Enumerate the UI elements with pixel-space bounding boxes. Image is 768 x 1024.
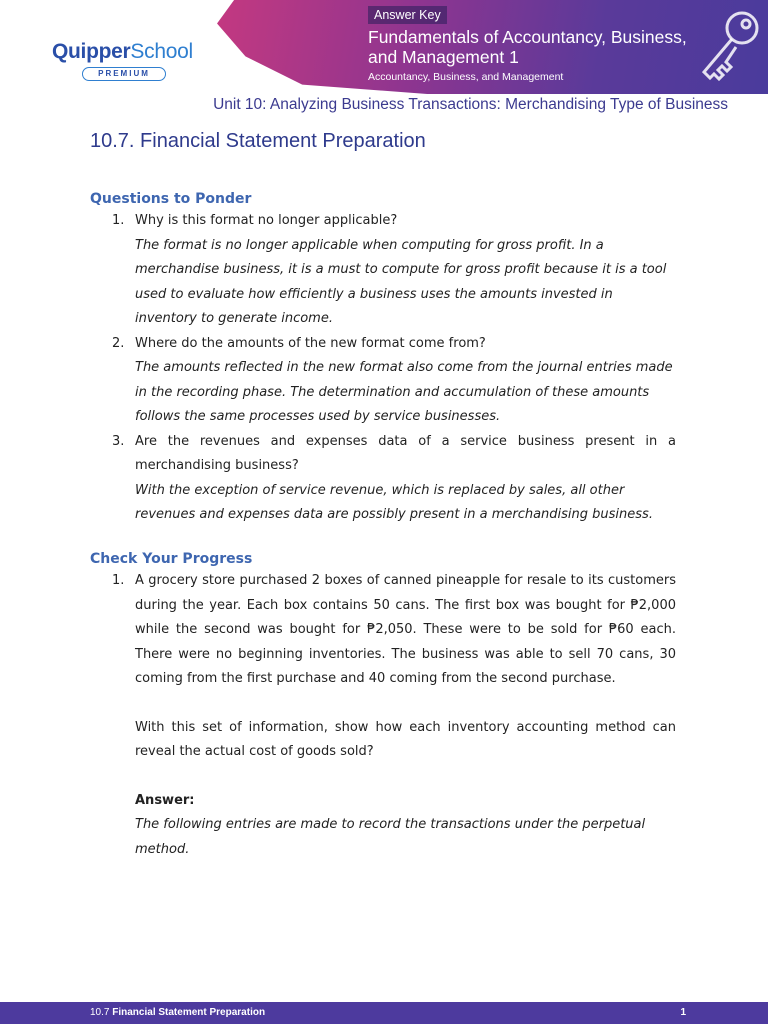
footer-lesson-title: Financial Statement Preparation — [112, 1007, 266, 1018]
lesson-title: 10.7. Financial Statement Preparation — [90, 130, 426, 152]
unit-title: Unit 10: Analyzing Business Transactions: Merchandising Type of Business — [213, 96, 728, 113]
logo-quipper: Quipper — [52, 40, 131, 63]
item-number: 1. — [112, 213, 125, 228]
questions-to-ponder-heading: Questions to Ponder — [90, 191, 252, 207]
answer-text: The amounts reflected in the new format also come from the journal entries made in the recording phase. The determination and accumulation of these amounts follows the same processes used by service businesses. — [135, 360, 673, 424]
item-number: 3. — [112, 433, 125, 449]
logo-wordmark — [52, 40, 193, 64]
answer-key-tag: Answer Key — [368, 6, 447, 24]
ponder-item — [108, 209, 676, 332]
quipper-school-logo — [52, 40, 193, 81]
spacer — [135, 765, 676, 789]
footer-lesson-number: 10.7 — [90, 1007, 110, 1018]
question-text: Are the revenues and expenses data of a service business present in a merchandising business? — [135, 433, 676, 473]
answer-text: The format is no longer applicable when computing for gross profit. In a merchandise business, it is a must to compute for gross profit because it is a tool used to evaluate how efficiently a business uses the amounts invested in inventory to generate income. — [135, 237, 667, 326]
page-number: 1 — [680, 1007, 686, 1018]
progress-list — [108, 569, 676, 862]
answer-text: The following entries are made to record the transactions under the perpetual method. — [135, 817, 646, 857]
question-text: Why is this format no longer applicable? — [135, 213, 398, 228]
problem-instruction: With this set of information, show how each inventory accounting method can reveal the actual cost of goods sold? — [135, 719, 676, 759]
progress-item — [108, 569, 676, 862]
logo-premium-badge: PREMIUM — [82, 67, 166, 81]
ponder-list — [108, 209, 676, 528]
course-title-line2: and Management 1 — [368, 47, 519, 67]
course-subtitle: Accountancy, Business, and Management — [368, 71, 564, 83]
key-icon — [690, 6, 766, 88]
problem-paragraph: A grocery store purchased 2 boxes of canned pineapple for resale to its customers during the year. Each box contains 50 cans. The first box was bought for ₱2,000 while the second was bought for ₱2,050. These were to be sold for ₱60 each. There were no beginning inventories. The business was able to sell 70 cans, 30 coming from the first purchase and 40 coming from the second purchase. — [135, 573, 676, 686]
item-number: 1. — [112, 573, 125, 588]
course-title-line1: Fundamentals of Accountancy, Business, — [368, 27, 687, 47]
question-text: Where do the amounts of the new format come from? — [135, 335, 486, 351]
logo-school: School — [130, 40, 193, 63]
answer-text: With the exception of service revenue, which is replaced by sales, all other revenues and expenses data are possibly present in a merchandising business. — [135, 482, 653, 522]
item-number: 2. — [112, 335, 125, 351]
ponder-item — [108, 430, 676, 528]
answer-label: Answer: — [135, 792, 195, 808]
course-title — [368, 27, 708, 67]
check-your-progress-heading: Check Your Progress — [90, 551, 253, 567]
page-footer — [0, 1002, 768, 1024]
footer-lesson — [90, 1007, 265, 1018]
spacer — [135, 692, 676, 716]
ponder-item — [108, 332, 676, 430]
